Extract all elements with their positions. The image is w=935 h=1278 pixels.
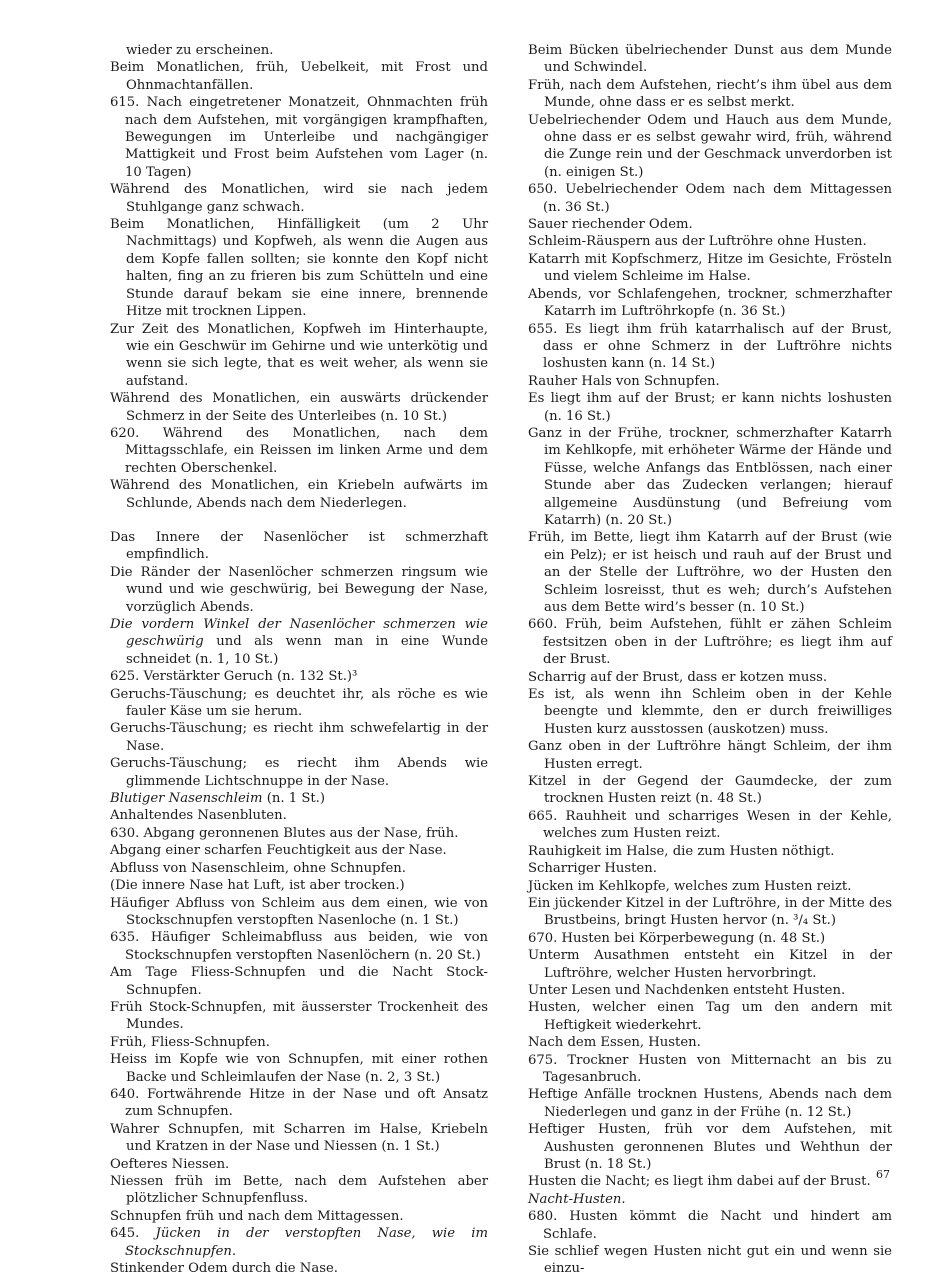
entry-text: Abgang einer scharfen Feuchtigkeit aus der Nase. [110,843,447,859]
right-entry [528,321,892,373]
right-entry [528,1243,892,1278]
left-entry [110,390,488,425]
italic-text: Blutiger Nasenschleim [110,791,263,807]
entry-text: 625. Verstärkter Geruch (n. 132 St.)³ [110,669,358,685]
right-entry [528,686,892,738]
right-entry [528,947,892,982]
left-entry [110,564,488,616]
entry-text: 670. Husten bei Körperbewegung (n. 48 St.) [528,930,826,946]
entry-text: Beim Bücken übelriechender Dunst aus dem Munde und Schwindel. [528,43,892,76]
left-entry [110,59,488,94]
left-entry [110,877,488,894]
italic-text: Jücken in der verstopften Nase, wie im Stockschnupfen. [125,1226,488,1259]
left-entry [110,1260,488,1277]
left-entry [110,1086,488,1121]
left-entry [110,842,488,859]
entry-text: Schnupfen früh und nach dem Mittagessen. [110,1208,404,1224]
entry-text: Husten, welcher einen Tag um den andern mit Heftigkeit wiederkehrt. [528,1000,892,1033]
entry-text: Scharriger Husten. [528,861,657,877]
entry-text: Husten die Nacht; es liegt ihm dabei auf der Brust. [528,1174,871,1190]
right-entry [528,1121,892,1173]
entry-text: Kitzel in der Gegend der Gaumdecke, der zum trocknen Husten reizt (n. 48 St.) [528,774,892,807]
left-entry [110,1225,488,1260]
entry-text: Anhaltendes Nasenbluten. [110,808,287,824]
italic-text: Nacht-Husten. [528,1191,626,1207]
entry-text: Am Tage Fliess-Schnupfen und die Nacht Stock-Schnupfen. [110,965,488,998]
entry-text: Sie schlief wegen Husten nicht gut ein und wenn sie einzu- [528,1244,892,1277]
right-entry [528,895,892,930]
entry-text: Oefteres Niessen. [110,1156,230,1172]
page-number: 67 [876,1168,890,1181]
right-entry [528,1173,892,1190]
left-entry [110,790,488,807]
left-entry [110,216,488,320]
right-entry [528,860,892,877]
left-entry [110,755,488,790]
entry-text: Während des Monatlichen, ein auswärts drückender Schmerz in der Seite des Unterleibes (n. 10 St.) [110,391,488,424]
entry-text: Schleim-Räuspern aus der Luftröhre ohne Husten. [528,234,867,250]
left-entry [110,964,488,999]
entry-text: Katarrh mit Kopfschmerz, Hitze im Gesichte, Frösteln und vielem Schleime im Halse. [528,251,892,285]
entry-text: 640. Fortwährende Hitze in der Nase und oft Ansatz zum Schnupfen. [110,1086,488,1120]
right-entry [528,373,892,390]
left-entry [110,1173,488,1208]
right-entry [528,1034,892,1051]
right-entry [528,77,892,112]
right-entry [528,181,892,216]
right-entry [528,216,892,233]
entry-text: Es ist, als wenn ihn Schleim oben in der Kehle beengte und klemmte, den er durch freiwilliges Husten kurz ausstossen (auskotzen) muss. [528,687,892,737]
left-entry [110,94,488,181]
entry-text: Abfluss von Nasenschleim, ohne Schnupfen. [110,860,406,876]
entry-text: Rauher Hals von Schnupfen. [528,373,720,389]
entry-text: 660. Früh, beim Aufstehen, fühlt er zähen Schleim festsitzen oben in der Luftröhre; es liegt ihm auf der Brust. [528,617,892,668]
entry-text: Früh Stock-Schnupfen, mit äusserster Trockenheit des Mundes. [110,999,488,1033]
entry-text: Beim Monatlichen, früh, Uebelkeit, mit Frost und Ohnmachtanfällen. [110,60,488,93]
entry-text: Scharrig auf der Brust, dass er kotzen muss. [528,669,828,685]
right-entry [528,878,892,895]
right-entry [528,930,892,947]
right-entry [528,1208,892,1243]
right-entry [528,773,892,808]
left-entry [110,616,488,668]
entry-text: Nach dem Essen, Husten. [528,1035,701,1051]
entry-text: Beim Monatlichen, Hinfälligkeit (um 2 Uhr Nachmittags) und Kopfweh, als wenn die Augen aus dem Kopfe fallen sollten; sie konnte den Kopf nicht halten, fing an zu frieren bis zum Schütteln und eine Stunde darauf bekam sie eine innere, brennende Hitze mit trocknen Lippen. [110,217,488,320]
entry-text: Sauer riechender Odem. [528,217,693,233]
left-entry [110,42,488,59]
entry-text: und als wenn man in eine Wunde schneidet (n. 1, 10 St.) [126,634,488,667]
entry-text: 680. Husten kömmt die Nacht und hindert am Schlafe. [528,1209,892,1242]
left-entry [110,1121,488,1156]
right-entry [528,669,892,686]
entry-text: Heiss im Kopfe wie von Schnupfen, mit einer rothen Backe und Schleimlaufen der Nase (n. 2, 3 St.) [110,1052,488,1085]
left-entry [110,860,488,877]
entry-text: Heftiger Husten, früh vor dem Aufstehen, mit Aushusten geronnenen Blutes und Wehthun der Brust (n. 18 St.) [528,1122,892,1172]
left-entry [110,929,488,964]
entry-number: 645. [110,1226,140,1242]
entry-text: 675. Trockner Husten von Mitternacht an bis zu Tagesanbruch. [528,1052,892,1085]
entry-text: Heftige Anfälle trocknen Hustens, Abends nach dem Niederlegen und ganz in der Frühe (n. 12 St.) [528,1087,892,1120]
right-entry [528,251,892,286]
left-entry [110,825,488,842]
entry-text: Stinkender Odem durch die Nase. [110,1261,338,1277]
entry-text: Früh, Fliess-Schnupfen. [110,1034,270,1050]
italic-text: Die vordern Winkel der Nasenlöcher schmerzen wie geschwürig [110,617,488,650]
right-entry [528,425,892,529]
entry-text: Unter Lesen und Nachdenken entsteht Husten. [528,982,846,998]
entry-text: wieder zu erscheinen. [126,43,274,58]
entry-text: 650. Uebelriechender Odem nach dem Mittagessen (n. 36 St.) [528,182,892,215]
left-entry [110,1208,488,1225]
left-entry [110,1156,488,1173]
entry-text: (Die innere Nase hat Luft, ist aber trocken.) [110,878,405,894]
left-entry [110,807,488,824]
entry-text: Geruchs-Täuschung; es deuchtet ihr, als röche es wie fauler Käse um sie herum. [110,686,488,720]
right-entry [528,390,892,425]
entry-text: Häufiger Abfluss von Schleim aus dem einen, wie von Stockschnupfen verstopften Nasenloche (n. 1 St.) [110,895,488,928]
entry-text: Geruchs-Täuschung; es riecht ihm schwefelartig in der Nase. [110,721,488,754]
right-entry [528,616,892,668]
right-entry [528,529,892,616]
right-entry [528,808,892,843]
left-entry [110,529,488,564]
left-entry [110,181,488,216]
entry-text: 655. Es liegt ihm früh katarrhalisch auf der Brust, dass er ohne Schmerz in der Luftröhre nichts loshusten kann (n. 14 St.) [528,321,892,372]
entry-text: Niessen früh im Bette, nach dem Aufstehen aber plötzlicher Schnupfenfluss. [110,1174,488,1207]
entry-text: 615. Nach eingetretener Monatzeit, Ohnmachten früh nach dem Aufstehen, mit vorgängigen krampfhaften, Bewegungen im Unterleibe und nachgängiger Mattigkeit und Frost beim Aufstehen vom Lager (n. 10 Tagen) [110,95,488,180]
entry-text: (n. 1 St.) [266,791,326,807]
entry-text: Früh, im Bette, liegt ihm Katarrh auf der Brust (wie ein Pelz); er ist heisch und rauh auf der Brust und an der Stelle der Luftröhre, wo der Husten den Schleim losreisst, thut es weh; durch’s Aufstehen aus dem Bette wird’s besser (n. 10 St.) [528,530,892,615]
right-entry [528,738,892,773]
entry-text: Geruchs-Täuschung; es riecht ihm Abends wie glimmende Lichtschnuppe in der Nase. [110,756,488,789]
right-entry [528,1086,892,1121]
left-entry [110,895,488,930]
right-entry [528,843,892,860]
entry-text: 620. Während des Monatlichen, nach dem Mittagsschlafe, ein Reissen im linken Arme und dem rechten Oberschenkel. [110,425,488,476]
right-entry [528,982,892,999]
entry-text: Ganz in der Frühe, trockner, schmerzhafter Katarrh im Kehlkopfe, mit erhöheter Wärme der Hände und Füsse, welche Anfangs das Entblössen, nach einer Stunde aber das Zudecken verlangen; hierauf allgemeine Ausdünstung (und Befreiung vom Katarrh) (n. 20 St.) [528,425,892,528]
right-entry [528,1191,892,1208]
entry-text: Während des Monatlichen, ein Kriebeln aufwärts im Schlunde, Abends nach dem Niederlegen. [110,478,488,511]
entry-text: Früh, nach dem Aufstehen, riecht’s ihm übel aus dem Munde, ohne dass er es selbst merkt. [528,77,892,111]
entry-text: 665. Rauhheit und scharriges Wesen in der Kehle, welches zum Husten reizt. [528,808,892,842]
right-entry [528,999,892,1034]
entry-text: Zur Zeit des Monatlichen, Kopfweh im Hinterhaupte, wie ein Geschwür im Gehirne und wie unterkötig und wenn sie sich legte, that es weit weher, als wenn sie aufstand. [110,321,488,389]
left-entry [110,668,488,685]
entry-text: 630. Abgang geronnenen Blutes aus der Nase, früh. [110,825,459,841]
left-entry [110,1051,488,1086]
left-entry [110,425,488,477]
left-entry [110,686,488,721]
entry-text: Jücken im Kehlkopfe, welches zum Husten reizt. [528,878,852,894]
left-column [110,42,488,1277]
entry-text: Abends, vor Schlafengehen, trockner, schmerzhafter Katarrh im Luftröhrkopfe (n. 36 St.) [528,286,892,320]
entry-text: Während des Monatlichen, wird sie nach jedem Stuhlgange ganz schwach. [110,182,488,215]
entry-text: Ein jückender Kitzel in der Luftröhre, in der Mitte des Brustbeins, bringt Husten hervor (n. ³/₄ St.) [528,895,892,929]
right-entry [528,233,892,250]
left-entry [110,720,488,755]
entry-text: Ganz oben in der Luftröhre hängt Schleim, der ihm Husten erregt. [528,739,892,772]
right-entry [528,42,892,77]
left-entry [110,477,488,512]
entry-text: Unterm Ausathmen entsteht ein Kitzel in der Luftröhre, welcher Husten hervorbringt. [528,948,892,981]
entry-text: Uebelriechender Odem und Hauch aus dem Munde, ohne dass er es selbst gewahr wird, früh, während die Zunge rein und der Geschmack unverdorben ist (n. einigen St.) [528,112,892,180]
entry-text: Das Innere der Nasenlöcher ist schmerzhaft empfindlich. [110,529,488,563]
left-entry [110,1034,488,1051]
right-entry [528,286,892,321]
entry-text: 635. Häufiger Schleimabfluss aus beiden, wie von Stockschnupfen verstopften Nasenlöchern (n. 20 St.) [110,930,488,963]
entry-text: Rauhigkeit im Halse, die zum Husten nöthigt. [528,843,835,859]
right-entry [528,1052,892,1087]
left-entry [110,321,488,391]
left-entry [110,999,488,1034]
entry-text: Es liegt ihm auf der Brust; er kann nichts loshusten (n. 16 St.) [528,391,892,424]
right-column [528,42,892,1278]
entry-text: Wahrer Schnupfen, mit Scharren im Halse, Kriebeln und Kratzen in der Nase und Niessen (n. 1 St.) [110,1121,488,1155]
right-entry [528,112,892,182]
entry-text: Die Ränder der Nasenlöcher schmerzen ringsum wie wund und wie geschwürig, bei Bewegung der Nase, vorzüglich Abends. [110,564,488,615]
